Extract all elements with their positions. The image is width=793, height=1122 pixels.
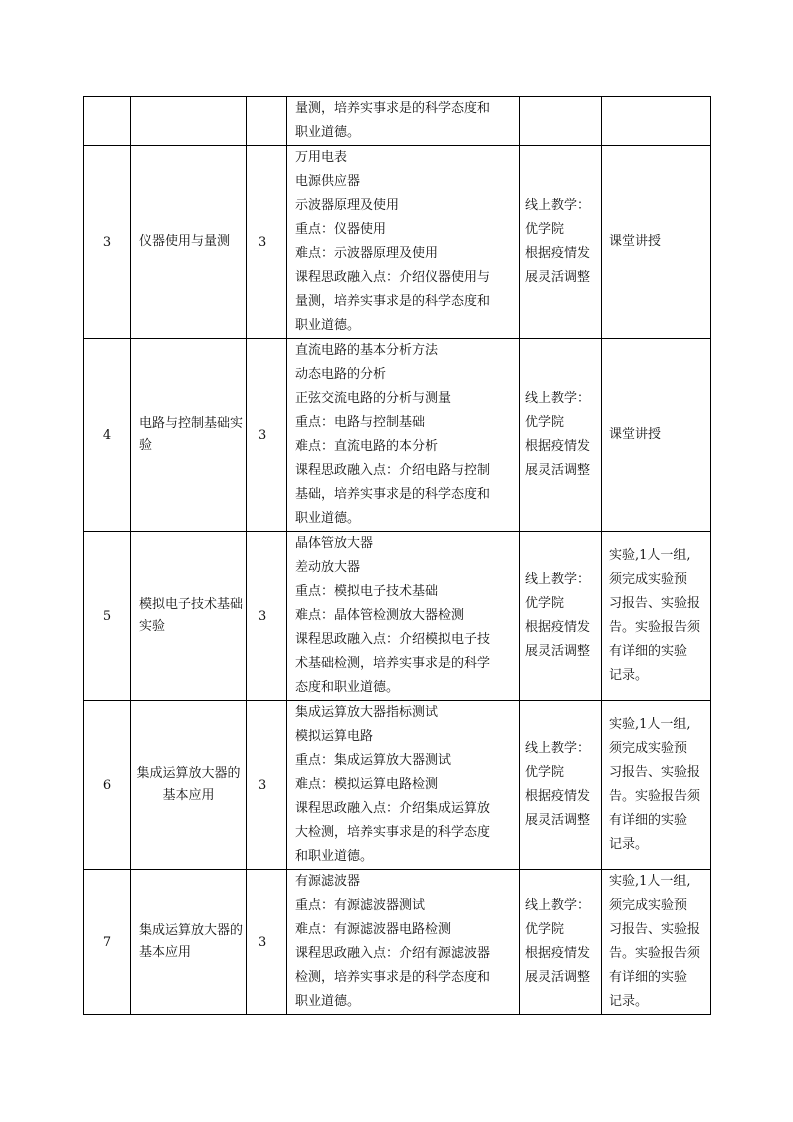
cell-session-number: 4 — [84, 339, 131, 532]
table-row — [84, 701, 711, 870]
mode-line: 展灵活调整 — [525, 463, 591, 478]
cell-experiment-name: 模拟电子技术基础实验 — [131, 532, 247, 701]
content-line: 检测，培养实事求是的科学态度和 — [295, 970, 491, 985]
cell-experiment-name: 电路与控制基础实验 — [131, 339, 247, 532]
cell-hours: 3 — [247, 870, 287, 1015]
content-line: 差动放大器 — [295, 560, 361, 575]
cell-content — [287, 870, 520, 1015]
cell-requirement — [602, 97, 711, 146]
mode-line: 根据疫情发 — [525, 439, 591, 454]
content-line: 模拟运算电路 — [295, 729, 374, 744]
table-row — [84, 532, 711, 701]
mode-line: 优学院 — [525, 596, 565, 611]
cell-teaching-mode — [520, 701, 602, 870]
content-line: 难点：有源滤波器电路检测 — [295, 922, 452, 937]
cell-teaching-mode — [520, 870, 602, 1015]
content-line: 直流电路的基本分析方法 — [295, 343, 439, 358]
content-line: 示波器原理及使用 — [295, 198, 400, 213]
cell-experiment-name: 集成运算放大器的基本应用 — [131, 870, 247, 1015]
mode-line: 线上教学： — [525, 741, 591, 756]
cell-teaching-mode — [520, 97, 602, 146]
requirement-line: 记录。 — [609, 837, 649, 852]
table-row — [84, 97, 711, 146]
content-line: 重点：集成运算放大器测试 — [295, 753, 452, 768]
content-line: 大检测，培养实事求是的科学态度 — [295, 825, 491, 840]
mode-line: 根据疫情发 — [525, 246, 591, 261]
cell-requirement — [602, 339, 711, 532]
requirement-line: 习报告、实验报 — [609, 596, 701, 611]
mode-line: 展灵活调整 — [525, 813, 591, 828]
cell-hours: 3 — [247, 701, 287, 870]
table-row — [84, 870, 711, 1015]
content-line: 难点：直流电路的本分析 — [295, 439, 439, 454]
mode-line: 优学院 — [525, 415, 565, 430]
requirement-line: 须完成实验预 — [609, 741, 688, 756]
table-row — [84, 339, 711, 532]
content-line: 难点：晶体管检测放大器检测 — [295, 608, 465, 623]
content-line: 重点：仪器使用 — [295, 222, 387, 237]
content-line: 态度和职业道德。 — [295, 680, 400, 695]
mode-line: 优学院 — [525, 222, 565, 237]
content-line: 难点：模拟运算电路检测 — [295, 777, 439, 792]
cell-session-number: 7 — [84, 870, 131, 1015]
requirement-line: 有详细的实验 — [609, 813, 688, 828]
content-line: 课程思政融入点：介绍集成运算放 — [295, 801, 491, 816]
content-line: 电源供应器 — [295, 174, 361, 189]
requirement-line: 记录。 — [609, 994, 649, 1009]
content-line: 量测，培养实事求是的科学态度和 — [295, 294, 491, 309]
cell-hours: 3 — [247, 339, 287, 532]
content-line: 重点：有源滤波器测试 — [295, 898, 426, 913]
mode-line: 展灵活调整 — [525, 270, 591, 285]
content-line: 动态电路的分析 — [295, 367, 387, 382]
mode-line: 根据疫情发 — [525, 789, 591, 804]
content-line: 重点：电路与控制基础 — [295, 415, 426, 430]
cell-session-number — [84, 97, 131, 146]
requirement-line: 须完成实验预 — [609, 572, 688, 587]
cell-hours: 3 — [247, 146, 287, 339]
requirement-line: 告。实验报告须 — [609, 620, 701, 635]
content-line: 职业道德。 — [295, 125, 361, 140]
content-line: 基础，培养实事求是的科学态度和 — [295, 487, 491, 502]
mode-line: 根据疫情发 — [525, 946, 591, 961]
requirement-line: 须完成实验预 — [609, 898, 688, 913]
cell-experiment-name: 集成运算放大器的基本应用 — [131, 701, 247, 870]
content-line: 难点：示波器原理及使用 — [295, 246, 439, 261]
cell-teaching-mode — [520, 339, 602, 532]
cell-requirement — [602, 532, 711, 701]
cell-session-number: 3 — [84, 146, 131, 339]
cell-session-number: 5 — [84, 532, 131, 701]
content-line: 和职业道德。 — [295, 849, 374, 864]
mode-line: 优学院 — [525, 922, 565, 937]
content-line: 术基础检测，培养实事求是的科学 — [295, 656, 491, 671]
course-schedule-table — [83, 96, 711, 1015]
requirement-line: 告。实验报告须 — [609, 946, 701, 961]
requirement-line: 实验,1人一组, — [609, 874, 691, 889]
cell-hours: 3 — [247, 532, 287, 701]
content-line: 课程思政融入点：介绍仪器使用与 — [295, 270, 491, 285]
mode-line: 线上教学： — [525, 898, 591, 913]
requirement-line: 课堂讲授 — [609, 427, 662, 442]
table-body — [84, 97, 711, 1015]
cell-requirement — [602, 701, 711, 870]
content-line: 有源滤波器 — [295, 874, 361, 889]
requirement-line: 有详细的实验 — [609, 970, 688, 985]
requirement-line: 告。实验报告须 — [609, 789, 701, 804]
requirement-line: 有详细的实验 — [609, 644, 688, 659]
mode-line: 优学院 — [525, 765, 565, 780]
cell-teaching-mode — [520, 146, 602, 339]
cell-hours — [247, 97, 287, 146]
content-line: 职业道德。 — [295, 994, 361, 1009]
requirement-line: 记录。 — [609, 668, 649, 683]
cell-teaching-mode — [520, 532, 602, 701]
cell-experiment-name — [131, 97, 247, 146]
content-line: 万用电表 — [295, 150, 348, 165]
cell-content — [287, 97, 520, 146]
content-line: 集成运算放大器指标测试 — [295, 705, 439, 720]
table-row — [84, 146, 711, 339]
requirement-line: 课堂讲授 — [609, 234, 662, 249]
cell-requirement — [602, 870, 711, 1015]
content-line: 正弦交流电路的分析与测量 — [295, 391, 452, 406]
mode-line: 线上教学： — [525, 572, 591, 587]
mode-line: 线上教学： — [525, 391, 591, 406]
content-line: 量测，培养实事求是的科学态度和 — [295, 101, 491, 116]
requirement-line: 实验,1人一组, — [609, 548, 691, 563]
content-line: 职业道德。 — [295, 318, 361, 333]
requirement-line: 习报告、实验报 — [609, 765, 701, 780]
cell-content — [287, 146, 520, 339]
content-line: 重点：模拟电子技术基础 — [295, 584, 439, 599]
cell-requirement — [602, 146, 711, 339]
mode-line: 展灵活调整 — [525, 970, 591, 985]
cell-content — [287, 339, 520, 532]
content-line: 职业道德。 — [295, 511, 361, 526]
content-line: 课程思政融入点：介绍模拟电子技 — [295, 632, 491, 647]
content-line: 课程思政融入点：介绍电路与控制 — [295, 463, 491, 478]
cell-content — [287, 532, 520, 701]
cell-content — [287, 701, 520, 870]
mode-line: 线上教学： — [525, 198, 591, 213]
cell-experiment-name: 仪器使用与量测 — [131, 146, 247, 339]
mode-line: 展灵活调整 — [525, 644, 591, 659]
requirement-line: 习报告、实验报 — [609, 922, 701, 937]
content-line: 课程思政融入点：介绍有源滤波器 — [295, 946, 491, 961]
cell-session-number: 6 — [84, 701, 131, 870]
content-line: 晶体管放大器 — [295, 536, 374, 551]
mode-line: 根据疫情发 — [525, 620, 591, 635]
requirement-line: 实验,1人一组, — [609, 717, 691, 732]
